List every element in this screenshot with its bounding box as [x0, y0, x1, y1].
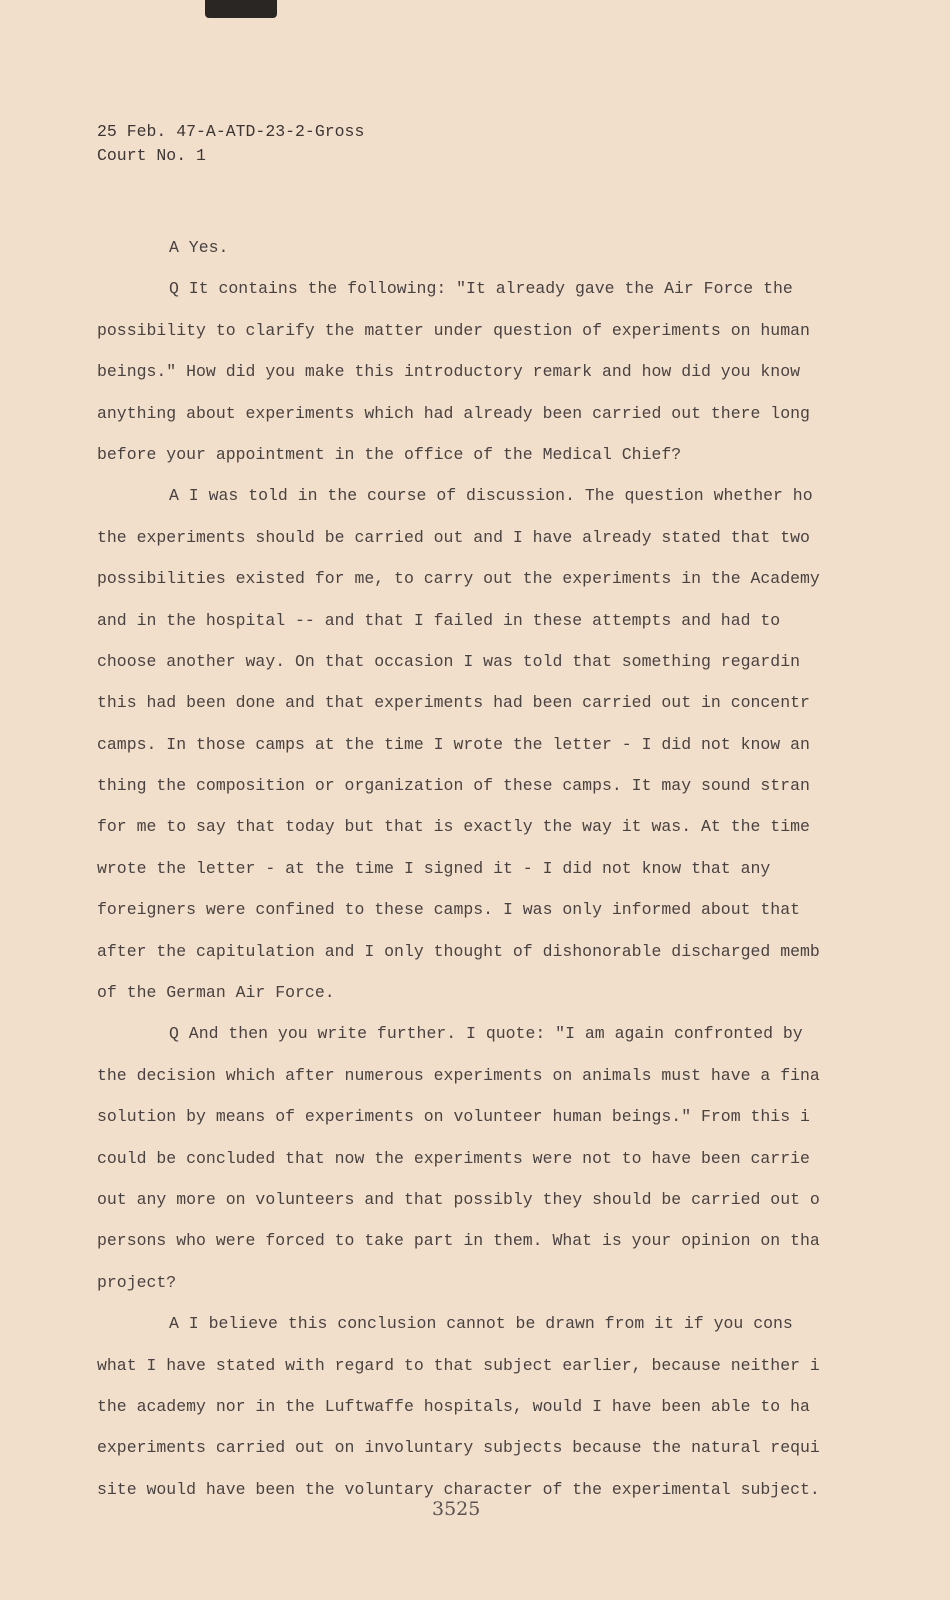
page-number: 3525	[432, 1498, 481, 1520]
transcript-line: and in the hospital -- and that I failed in these attempts and had to	[97, 610, 781, 630]
transcript-line: anything about experiments which had already been carried out there long	[97, 403, 810, 423]
document-header	[97, 120, 364, 168]
transcript-line: Q And then you write further. I quote: "I am again confronted by	[169, 1024, 803, 1044]
transcript-line: the experiments should be carried out and I have already stated that two	[97, 527, 810, 547]
transcript-line: this had been done and that experiments had been carried out in concentr	[97, 693, 810, 713]
transcript-line: site would have been the voluntary character of the experimental subject.	[97, 1479, 820, 1499]
transcript-line: could be concluded that now the experiments were not to have been carrie	[97, 1148, 810, 1168]
transcript-line: out any more on volunteers and that possibly they should be carried out o	[97, 1189, 820, 1209]
transcript-line: possibility to clarify the matter under question of experiments on human	[97, 320, 810, 340]
transcript-line: choose another way. On that occasion I was told that something regardin	[97, 651, 801, 671]
transcript-body	[97, 227, 857, 1510]
transcript-line: Q It contains the following: "It already gave the Air Force the	[169, 279, 793, 299]
transcript-line: beings." How did you make this introductory remark and how did you know	[97, 362, 801, 382]
transcript-line: for me to say that today but that is exactly the way it was. At the time	[97, 817, 810, 837]
court-number: Court No. 1	[97, 146, 206, 165]
transcript-line: camps. In those camps at the time I wrote the letter - I did not know an	[97, 734, 810, 754]
transcript-line: after the capitulation and I only thought of dishonorable discharged memb	[97, 941, 820, 961]
transcript-line: the decision which after numerous experiments on animals must have a fina	[97, 1065, 820, 1085]
transcript-line: what I have stated with regard to that subject earlier, because neither i	[97, 1355, 820, 1375]
binder-tab	[205, 0, 277, 18]
transcript-line: possibilities existed for me, to carry out the experiments in the Academy	[97, 569, 820, 589]
transcript-line: A I believe this conclusion cannot be drawn from it if you cons	[169, 1314, 793, 1334]
transcript-line: A Yes.	[169, 238, 229, 257]
transcript-line: foreigners were confined to these camps. I was only informed about that	[97, 900, 801, 920]
transcript-line: project?	[97, 1272, 177, 1292]
transcript-line: of the German Air Force.	[97, 983, 335, 1003]
transcript-line: solution by means of experiments on volunteer human beings." From this i	[97, 1107, 810, 1127]
transcript-line: persons who were forced to take part in them. What is your opinion on tha	[97, 1231, 820, 1251]
transcript-line: thing the composition or organization of these camps. It may sound stran	[97, 776, 810, 796]
transcript-line: experiments carried out on involuntary subjects because the natural requi	[97, 1438, 820, 1458]
transcript-line: before your appointment in the office of the Medical Chief?	[97, 444, 682, 464]
transcript-line: A I was told in the course of discussion. The question whether ho	[169, 486, 813, 506]
transcript-line: wrote the letter - at the time I signed it - I did not know that any	[97, 858, 771, 878]
document-reference: 25 Feb. 47-A-ATD-23-2-Gross	[97, 122, 365, 141]
transcript-line: the academy nor in the Luftwaffe hospitals, would I have been able to ha	[97, 1396, 810, 1416]
